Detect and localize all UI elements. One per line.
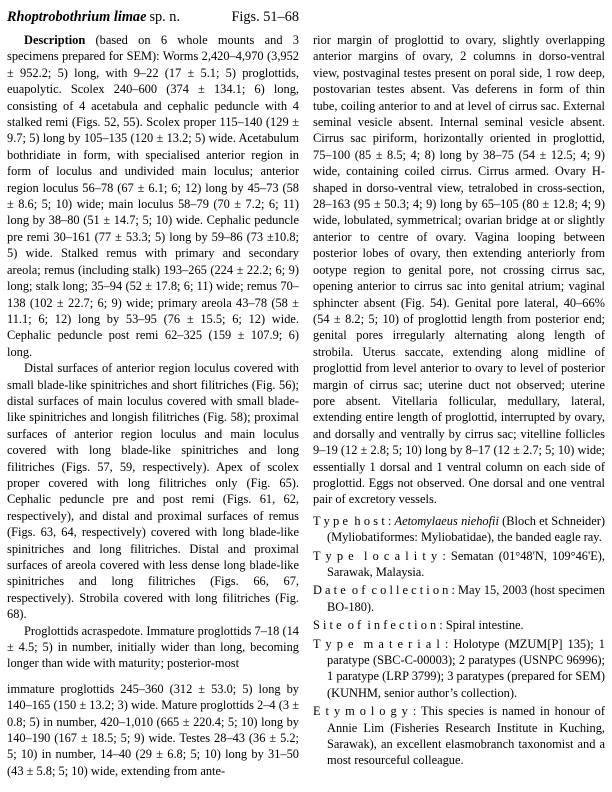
two-column-layout bbox=[7, 8, 605, 779]
date-of-collection-label: D a t e o f c o l l e c t i o n : bbox=[313, 583, 455, 598]
left-column bbox=[7, 8, 299, 779]
species-heading-row bbox=[7, 8, 299, 26]
proglottids-paragraph-part2: immature proglottids 245–360 (312 ± 53.0; 5) long by 140–165 (150 ± 13.2; 3) wide. Mature proglottids 2–4 (3 ± 0.8; 5) in number, 420–1,010 (665 ± 220.4; 5; 10) long by 140–190 (167 ± 18.5; 5; 9) wide. Testes 28–43 (36 ± 5.2; 5; 10) in number, 14–40 (29 ± 6.8; 5; 10) long by 31–50 (43 ± 5.8; 5; 10) wide, extending from ante- bbox=[7, 681, 299, 778]
site-of-infection-text: Spiral intestine. bbox=[442, 618, 524, 633]
type-material-entry bbox=[313, 636, 605, 702]
type-host-species: Aetomylaeus niehofii bbox=[391, 513, 499, 528]
etymology-label: E t y m o l o g y : bbox=[313, 704, 417, 719]
type-host-entry bbox=[313, 513, 605, 546]
species-name: Rhoptrobothrium limae bbox=[7, 9, 147, 25]
species-title bbox=[7, 8, 180, 26]
etymology-text: This species is named in honour of Annie Lim (Fisheries Research Institute in Kuching, Sarawak), an excellent elasmobranch taxonomist and a most resourceful colleague. bbox=[327, 704, 606, 768]
species-suffix: sp. n. bbox=[149, 9, 181, 25]
type-host-text: (Bloch et Schneider) (Myliobatiformes: Myliobatidae), the banded eagle ray. bbox=[327, 513, 605, 545]
type-material-text: Holotype (MZUM[P] 135); 1 paratype (SBC-C-00003); 2 paratypes (USNPC 96996); 1 paratype (LRP 3799); 3 paratypes (prepared for SEM) (KUNHM, senior author’s collection). bbox=[327, 636, 605, 700]
proglottids-paragraph-part1: Proglottids acraspedote. Immature proglottids 7–18 (14 ± 4.5; 5) in number, initially wider than long, becoming longer than wide with maturity; posterior-most bbox=[7, 623, 299, 671]
date-of-collection-text: May 15, 2003 (host specimen BO-180). bbox=[327, 583, 605, 614]
site-of-infection-label: S i t e o f i n f e c t i o n : bbox=[313, 618, 443, 633]
site-of-infection-entry bbox=[313, 617, 605, 633]
description-text: (based on 6 whole mounts and 3 specimens prepared for SEM): Worms 2,420–4,970 (3,952 ± 952.2; 5) long, with 9–22 (17 ± 5.1; 5) proglottids, euapolytic. Scolex 240–600 (374 ± 134.1; 6) long, consisting of 4 acetabula and cephalic peduncle with 4 stalked remi (Figs. 52, 55). Scolex proper 115–140 (129 ± 9.7; 5) long by 105–135 (120 ± 13.2; 5) wide. Acetabulum bothridiate in form, with specialised anterior region in form of loculus and undivided main loculus; anterior region loculus 56–78 (67 ± 6.1; 6; 12) long by 45–73 (58 ± 8.6; 5; 10) wide; main loculus 58–79 (70 ± 7.2; 6; 11) long by 38–80 (51 ± 14.7; 5; 10) wide. Cephalic peduncle pre remi 30–161 (77 ± 53.3; 5) long by 59–86 (73 ±10.8; 5) wide. Stalked remus with primary and secondary areola; remus (including stalk) 193–265 (224 ± 22.2; 6; 9) long; stalk long; 35–94 (52 ± 17.8; 6; 11) wide; remus 70–138 (102 ± 22.7; 6; 9) wide; primary areola 43–78 (58 ± 11.1; 6; 12) long by 53–95 (76 ± 15.5; 6; 12) wide. Cephalic peduncle post remi 62–325 (159 ± 107.9; 6) long. bbox=[7, 33, 299, 359]
type-material-label: T y p e m a t e r i a l : bbox=[313, 636, 449, 651]
figures-reference: Figs. 51–68 bbox=[231, 9, 299, 25]
right-column bbox=[313, 8, 605, 779]
date-of-collection-entry bbox=[313, 582, 605, 615]
type-locality-label: T y p e l o c a l i t y : bbox=[313, 548, 446, 563]
etymology-entry bbox=[313, 703, 605, 769]
description-lead: Description bbox=[24, 33, 86, 47]
surfaces-paragraph: Distal surfaces of anterior region loculus covered with small blade-like spinitriches and short filitriches (Fig. 56); distal surfaces of main loculus covered with small blade-like spinitriches and longish filitriches (Fig. 58); proximal surfaces of anterior region loculus and main loculus covered with long blade-like spinitriches and long filitriches (Figs. 57, 59, respectively). Apex of scolex proper covered with long filitriches only (Fig. 65). Cephalic peduncle pre and post remi (Figs. 61, 62, respectively), and distal and proximal surfaces of remus (Figs. 63, 64, respectively) covered with long blade-like spinitriches and long filitriches. Distal and proximal surfaces of areola covered with less dense long blade-like spinitriches and long filitriches (Figs. 66, 67, respectively). Strobila covered with long filitriches (Fig. 68). bbox=[7, 361, 299, 622]
taxonomic-entries bbox=[313, 513, 605, 769]
type-locality-entry bbox=[313, 548, 605, 581]
type-locality-text: Sematan (01°48'N, 109°46'E), Sarawak, Malaysia. bbox=[327, 548, 605, 579]
type-host-label: T y p e h o s t : bbox=[313, 513, 392, 528]
continuation-paragraph: rior margin of proglottid to ovary, slightly overlapping anterior margins of ovary, 2 columns in dorso-ventral view, postvaginal testes present on poral side, 1 row deep, postovarian testes absent. Vas deferens in form of thin tube, coiling anterior to and at level of cirrus sac. External seminal vesicle absent. Internal seminal vesicle absent. Cirrus sac piriform, horizontally oriented in proglottid, 75–100 (85 ± 8.5; 4; 8) long by 38–75 (54 ± 12.5; 4; 9) wide, containing coiled cirrus. Cirrus armed. Ovary H-shaped in dorso-ventral view, tetralobed in cross-section, 28–163 (95 ± 50.3; 4; 9) long by 65–105 (80 ± 12.8; 4; 9) wide, lobulated, symmetrical; ovarian bridge at or slightly anterior to centre of ovary. Vagina looping between posterior lobes of ovary, then extending anteriorly from ootype region to genital pore, not crossing cirrus sac, opening anterior to cirrus sac into genital atrium; vaginal sphincter absent (Fig. 54). Genital pore lateral, 40–66% (54 ± 8.2; 5; 10) of proglottid length from posterior end; genital pores irregularly alternating along length of strobila. Uterus saccate, extending along midline of proglottid from level anterior to ovary to level of posterior margin of cirrus sac; uterine duct not observed; uterine pore absent. Vitellaria follicular, medullary, lateral, extending entire length of proglottid, interrupted by ovary, and dorsally and ventrally by cirrus sac; vitelline follicles 9–19 (12 ± 2.8; 5; 10) long by 8–17 (12 ± 2.7; 5; 10) wide; essentially 1 dorsal and 1 ventral column on each side of proglottid. Eggs not observed. One dorsal and one ventral pair of excretory vessels. bbox=[313, 33, 605, 507]
description-paragraph bbox=[7, 32, 299, 360]
